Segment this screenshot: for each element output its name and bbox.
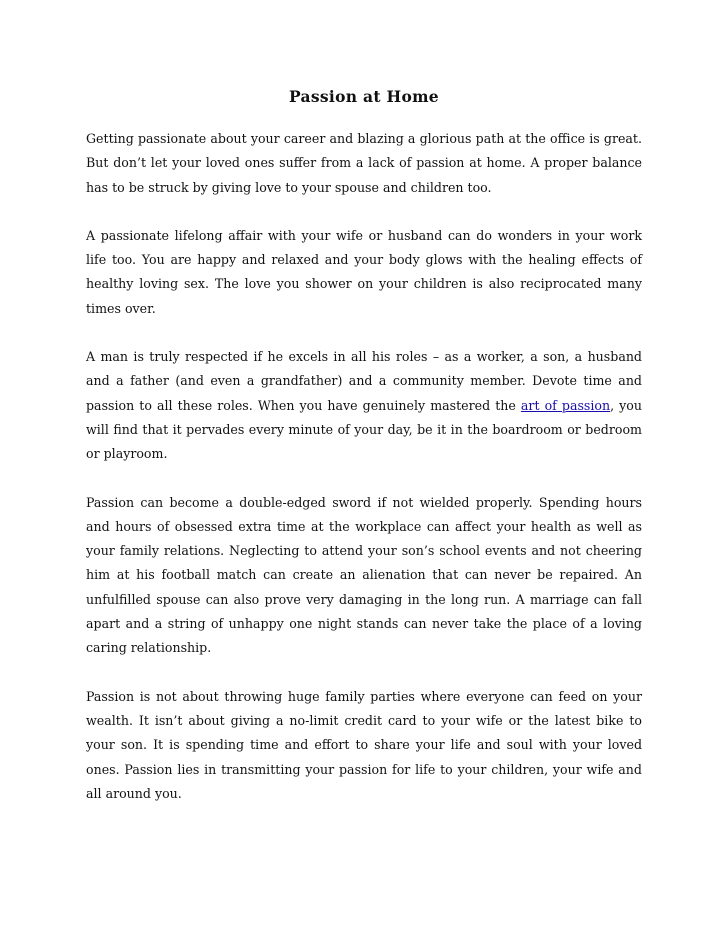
paragraph-3-text-after-link: , you will find that it pervades every minute of your day, be it in the boardroom or bedroom or playroom. bbox=[86, 397, 642, 462]
paragraph-2: A passionate lifelong affair with your wife or husband can do wonders in your work life too. You are happy and relaxed and your body glows with the healing effects of healthy loving sex. The love you shower on your children is also reciprocated many times over. bbox=[86, 227, 642, 316]
paragraph-3 bbox=[86, 345, 642, 466]
paragraph-4: Passion can become a double-edged sword if not wielded properly. Spending hours and hours of obsessed extra time at the workplace can affect your health as well as your family relations. Neglecting to attend your son’s school events and not cheering him at his football match can create an alienation that can never be repaired. An unfulfilled spouse can also prove very damaging in the long run. A marriage can fall apart and a string of unhappy one night stands can never take the place of a loving caring relationship. bbox=[86, 494, 642, 656]
paragraph-5: Passion is not about throwing huge family parties where everyone can feed on your wealth. It isn’t about giving a no-limit credit card to your wife or the latest bike to your son. It is spending time and effort to share your life and soul with your loved ones. Passion lies in transmitting your passion for life to your children, your wife and all around you. bbox=[86, 688, 642, 801]
document-title: Passion at Home bbox=[289, 87, 439, 106]
paragraph-1: Getting passionate about your career and blazing a glorious path at the office is great. But don’t let your loved ones suffer from a lack of passion at home. A proper balance has to be struck by giving love to your spouse and children too. bbox=[86, 131, 642, 195]
art-of-passion-link[interactable]: art of passion bbox=[520, 397, 611, 413]
document-page bbox=[86, 78, 642, 830]
paragraph-3-text-before-link: A man is truly respected if he excels in all his roles – as a worker, a son, a husband and a father (and even a grandfather) and a community member. Devote time and passion to all these roles. When you have genuinely mastered the bbox=[86, 349, 642, 413]
